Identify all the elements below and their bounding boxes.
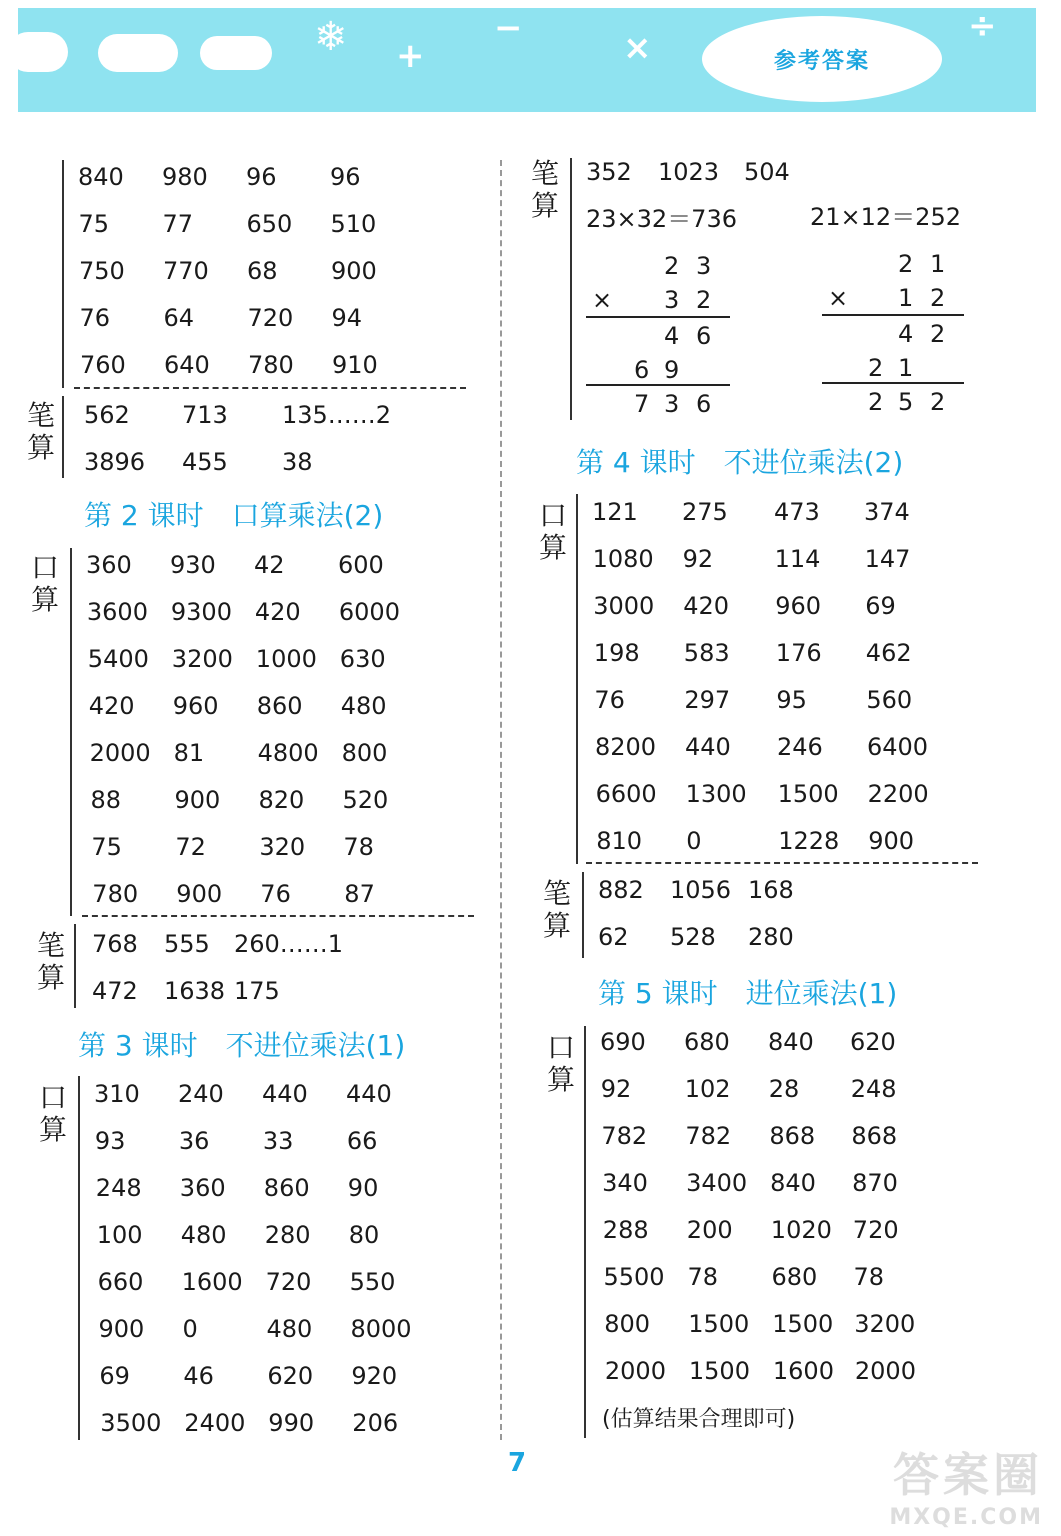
operator: × [592, 286, 613, 314]
answer-value: 960 [172, 692, 219, 720]
answer-value: 3600 [86, 598, 148, 626]
answer-value: 374 [864, 498, 910, 526]
answer-value: 78 [853, 1263, 885, 1291]
answer-value: 87 [344, 880, 375, 908]
answer-value: 77 [162, 210, 194, 238]
answer-value: 440 [262, 1080, 308, 1108]
answer-value: 0 [182, 1315, 198, 1343]
answer-value: 620 [267, 1362, 314, 1390]
dash-separator [74, 387, 466, 389]
answer-value: 504 [744, 158, 790, 186]
answer-value: 473 [774, 498, 820, 526]
answer-value: 92 [600, 1075, 632, 1103]
header-banner [18, 8, 1036, 112]
answer-value: 720 [247, 304, 294, 332]
answer-value: 900 [98, 1315, 145, 1343]
answer-value: 147 [864, 545, 911, 573]
lesson-title: 第 4 课时 不进位乘法(2) [576, 446, 904, 479]
answer-value: 2400 [184, 1409, 246, 1437]
badge-text: 参考答案 [773, 48, 870, 74]
digit: 2 [868, 354, 884, 382]
answer-value: 248 [850, 1075, 897, 1103]
lesson-title: 第 2 课时 口算乘法(2) [84, 499, 384, 532]
answer-value: 870 [852, 1169, 898, 1197]
vertical-multiplication-2 [822, 246, 972, 421]
answer-value: 4800 [257, 739, 319, 767]
answer-value: 860 [263, 1174, 310, 1202]
answer-value: 1600 [772, 1357, 834, 1385]
answer-value: 69 [865, 592, 896, 620]
section-line [62, 160, 64, 388]
answer-value: 340 [602, 1169, 648, 1197]
answer-value: 713 [182, 401, 228, 429]
answer-value: 92 [682, 545, 714, 573]
answer-value: 960 [775, 592, 821, 620]
answer-value: 246 [777, 733, 823, 761]
answer-value: 1600 [181, 1268, 243, 1296]
answer-badge [702, 16, 942, 102]
answer-value: 800 [604, 1310, 650, 1338]
answer-value: 562 [84, 401, 130, 429]
answer-value: 175 [234, 977, 280, 1005]
answer-value: 352 [586, 158, 632, 186]
answer-value: 5400 [87, 645, 149, 673]
answer-value: 420 [683, 592, 729, 620]
answer-value: 121 [592, 498, 638, 526]
section-line [584, 1026, 586, 1438]
answer-value: 782 [685, 1122, 732, 1150]
answer-value: 90 [347, 1174, 379, 1202]
answer-value: 46 [183, 1362, 214, 1390]
digit: 1 [898, 354, 914, 382]
answer-value: 1638 [164, 977, 226, 1005]
answer-value: 520 [342, 786, 389, 814]
column-divider [500, 160, 502, 1440]
answer-value: 1023 [658, 158, 720, 186]
digit: 2 [930, 388, 946, 416]
answer-value: 420 [254, 598, 301, 626]
answer-value: 900 [174, 786, 221, 814]
answer-value: 1500 [772, 1310, 834, 1338]
answer-value: 33 [262, 1127, 294, 1155]
answer-value: 88 [90, 786, 122, 814]
answer-value: 1300 [685, 780, 747, 808]
digit: 2 [664, 252, 680, 280]
answer-value: 472 [92, 977, 138, 1005]
answer-value: 100 [96, 1221, 143, 1249]
answer-value: 780 [248, 351, 294, 379]
answer-value: 2000 [89, 739, 151, 767]
answer-value: 275 [682, 498, 728, 526]
answer-value: 650 [246, 210, 293, 238]
answer-value: 760 [80, 351, 126, 379]
answer-value: 600 [338, 551, 384, 579]
section-label-bisuan: 笔算 [542, 877, 571, 942]
answer-value: 3500 [100, 1409, 162, 1437]
answer-value: 240 [178, 1080, 224, 1108]
answer-value: 3400 [686, 1169, 748, 1197]
snowflake-icon: ❄ [314, 14, 348, 60]
section-label-kousuan: 口算 [38, 1081, 67, 1146]
answer-value: 690 [600, 1028, 646, 1056]
digit: 4 [664, 322, 680, 350]
answer-value: 8000 [350, 1315, 412, 1343]
answer-value: 96 [330, 163, 361, 191]
digit: 2 [930, 320, 946, 348]
answer-value: 560 [866, 686, 913, 714]
lesson-title: 第 5 课时 进位乘法(1) [598, 977, 898, 1010]
answer-value: 28 [768, 1075, 800, 1103]
answer-value: 42 [254, 551, 285, 579]
section-line [78, 1076, 80, 1440]
answer-value: 0 [686, 827, 702, 855]
answer-value: 69 [99, 1362, 130, 1390]
answer-value: 360 [86, 551, 132, 579]
answer-value: 68 [247, 257, 278, 285]
section-label-kousuan: 口算 [538, 499, 567, 564]
answer-value: 555 [164, 930, 210, 958]
answer-value: 76 [79, 304, 111, 332]
answer-value: 2000 [854, 1357, 916, 1385]
section-line [570, 158, 572, 420]
answer-value: 3200 [854, 1310, 916, 1338]
cloud-decoration [200, 36, 272, 70]
answer-value: 840 [770, 1169, 816, 1197]
answer-value: 6400 [867, 733, 929, 761]
answer-value: 3896 [84, 448, 146, 476]
answer-value: 168 [748, 876, 794, 904]
answer-value: 80 [348, 1221, 380, 1249]
answer-value: 280 [264, 1221, 311, 1249]
watermark-main: 答案圈 [893, 1448, 1043, 1502]
digit: 2 [696, 286, 712, 314]
answer-value: 720 [265, 1268, 312, 1296]
divide-symbol: ÷ [968, 6, 997, 46]
cloud-decoration [8, 32, 68, 72]
answer-value: 176 [775, 639, 822, 667]
answer-value: 820 [258, 786, 305, 814]
answer-value: 66 [346, 1127, 378, 1155]
answer-value: 620 [850, 1028, 896, 1056]
answer-value: 780 [92, 880, 139, 908]
answer-value: 360 [179, 1174, 226, 1202]
answer-value: 260……1 [234, 930, 344, 958]
answer-value: 2200 [867, 780, 929, 808]
answer-value: 102 [684, 1075, 731, 1103]
lesson-title: 第 3 课时 不进位乘法(1) [78, 1029, 406, 1062]
answer-value: 76 [594, 686, 625, 714]
answer-value: 200 [686, 1216, 733, 1244]
section-line [70, 548, 72, 916]
answer-value: 3000 [593, 592, 655, 620]
answer-value: 75 [91, 833, 122, 861]
section-label-bisuan: 笔算 [530, 157, 559, 222]
answer-value: 94 [331, 304, 363, 332]
digit: 5 [898, 388, 914, 416]
cloud-decoration [98, 34, 178, 72]
plus-symbol: + [396, 36, 425, 76]
calc-line [586, 384, 730, 386]
digit: 6 [634, 356, 650, 384]
answer-value: 868 [851, 1122, 898, 1150]
section-line [62, 396, 64, 478]
answer-value: 114 [774, 545, 821, 573]
answer-value: 480 [340, 692, 387, 720]
answer-value: 510 [330, 210, 377, 238]
section-label-bisuan: 笔算 [26, 399, 55, 464]
answer-value: 900 [868, 827, 914, 855]
vertical-multiplication-1 [586, 248, 736, 423]
answer-value: 1500 [688, 1310, 750, 1338]
answer-value: 1500 [688, 1357, 750, 1385]
answer-value: 75 [78, 210, 110, 238]
answer-value: 900 [331, 257, 377, 285]
answer-value: 78 [687, 1263, 719, 1291]
answer-value: 297 [684, 686, 731, 714]
watermark-sub: MXQE.COM [889, 1505, 1043, 1530]
digit: 2 [868, 388, 884, 416]
digit: 3 [664, 286, 680, 314]
digit: 6 [696, 390, 712, 418]
answer-value: 310 [94, 1080, 140, 1108]
answer-value: 1228 [778, 827, 840, 855]
answer-value: 38 [282, 448, 313, 476]
section-label-kousuan: 口算 [30, 551, 59, 616]
calc-line [822, 314, 964, 316]
section-label-bisuan: 笔算 [36, 929, 65, 994]
digit: 3 [664, 390, 680, 418]
digit: 2 [930, 284, 946, 312]
answer-value: 640 [164, 351, 210, 379]
answer-value: 868 [769, 1122, 816, 1150]
answer-value: 1080 [592, 545, 654, 573]
answer-value: 206 [352, 1409, 399, 1437]
digit: 7 [634, 390, 650, 418]
answer-value: 840 [78, 163, 124, 191]
answer-value: 860 [256, 692, 303, 720]
answer-value: 78 [343, 833, 374, 861]
answer-value: 6000 [338, 598, 400, 626]
digit: 1 [898, 284, 914, 312]
answer-value: 750 [79, 257, 125, 285]
answer-value: 810 [596, 827, 642, 855]
watermark [889, 1439, 1043, 1530]
answer-value: 76 [260, 880, 291, 908]
digit: 1 [930, 250, 946, 278]
digit: 9 [664, 356, 680, 384]
answer-value: 583 [683, 639, 730, 667]
answer-value: 1500 [777, 780, 839, 808]
answer-value: 882 [598, 876, 644, 904]
digit: 2 [898, 250, 914, 278]
section-line [74, 924, 76, 1008]
dash-separator [82, 915, 474, 917]
operator: × [828, 284, 849, 312]
answer-value: 840 [768, 1028, 814, 1056]
section-label-kousuan: 口算 [546, 1031, 575, 1096]
answer-value: 198 [593, 639, 640, 667]
answer-value: 782 [601, 1122, 648, 1150]
digit: 3 [696, 252, 712, 280]
answer-value: 462 [865, 639, 912, 667]
answer-value: 800 [341, 739, 388, 767]
answer-value: 720 [852, 1216, 899, 1244]
answer-value: 680 [684, 1028, 730, 1056]
answer-value: 5500 [603, 1263, 665, 1291]
answer-value: 320 [259, 833, 306, 861]
answer-value: 6600 [595, 780, 657, 808]
answer-value: 95 [776, 686, 807, 714]
answer-value: 910 [332, 351, 378, 379]
answer-value: 440 [685, 733, 731, 761]
answer-value: 64 [163, 304, 195, 332]
answer-value: 62 [598, 923, 629, 951]
digit: 6 [696, 322, 712, 350]
answer-value: 980 [162, 163, 208, 191]
answer-value: 455 [182, 448, 228, 476]
answer-value: 440 [346, 1080, 392, 1108]
calc-line [822, 382, 964, 384]
answer-value: 1020 [770, 1216, 832, 1244]
answer-value: 1000 [255, 645, 317, 673]
answer-value: 660 [97, 1268, 144, 1296]
page-number: 7 [508, 1448, 527, 1478]
section-line [582, 872, 584, 958]
answer-value: 280 [748, 923, 794, 951]
answer-value: 768 [92, 930, 138, 958]
answer-value: 81 [173, 739, 205, 767]
answer-value: 900 [176, 880, 223, 908]
dash-separator [586, 862, 978, 864]
answer-value: 480 [180, 1221, 227, 1249]
answer-value: 248 [95, 1174, 142, 1202]
answer-value: 1056 [670, 876, 732, 904]
answer-value: 36 [178, 1127, 210, 1155]
section-line [576, 494, 578, 864]
answer-value: 930 [170, 551, 216, 579]
answer-value: 2000 [604, 1357, 666, 1385]
answer-value: 680 [771, 1263, 818, 1291]
minus-symbol: − [494, 8, 523, 48]
answer-value: 93 [94, 1127, 126, 1155]
estimate-note: (估算结果合理即可) [602, 1407, 796, 1432]
answer-value: 550 [349, 1268, 396, 1296]
answer-value: 920 [351, 1362, 398, 1390]
answer-value: 480 [266, 1315, 313, 1343]
answer-value: 630 [339, 645, 386, 673]
answer-value: 96 [246, 163, 277, 191]
digit: 4 [898, 320, 914, 348]
answer-value: 288 [602, 1216, 649, 1244]
calc-line [586, 316, 730, 318]
answer-value: 135……2 [282, 401, 392, 429]
answer-value: 770 [163, 257, 209, 285]
answer-value: 420 [88, 692, 135, 720]
answer-value: 72 [175, 833, 206, 861]
answer-value: 9300 [170, 598, 232, 626]
times-symbol: × [623, 28, 652, 68]
answer-value: 528 [670, 923, 716, 951]
answer-value: 3200 [171, 645, 233, 673]
answer-value: 8200 [595, 733, 657, 761]
answer-value: 990 [268, 1409, 315, 1437]
